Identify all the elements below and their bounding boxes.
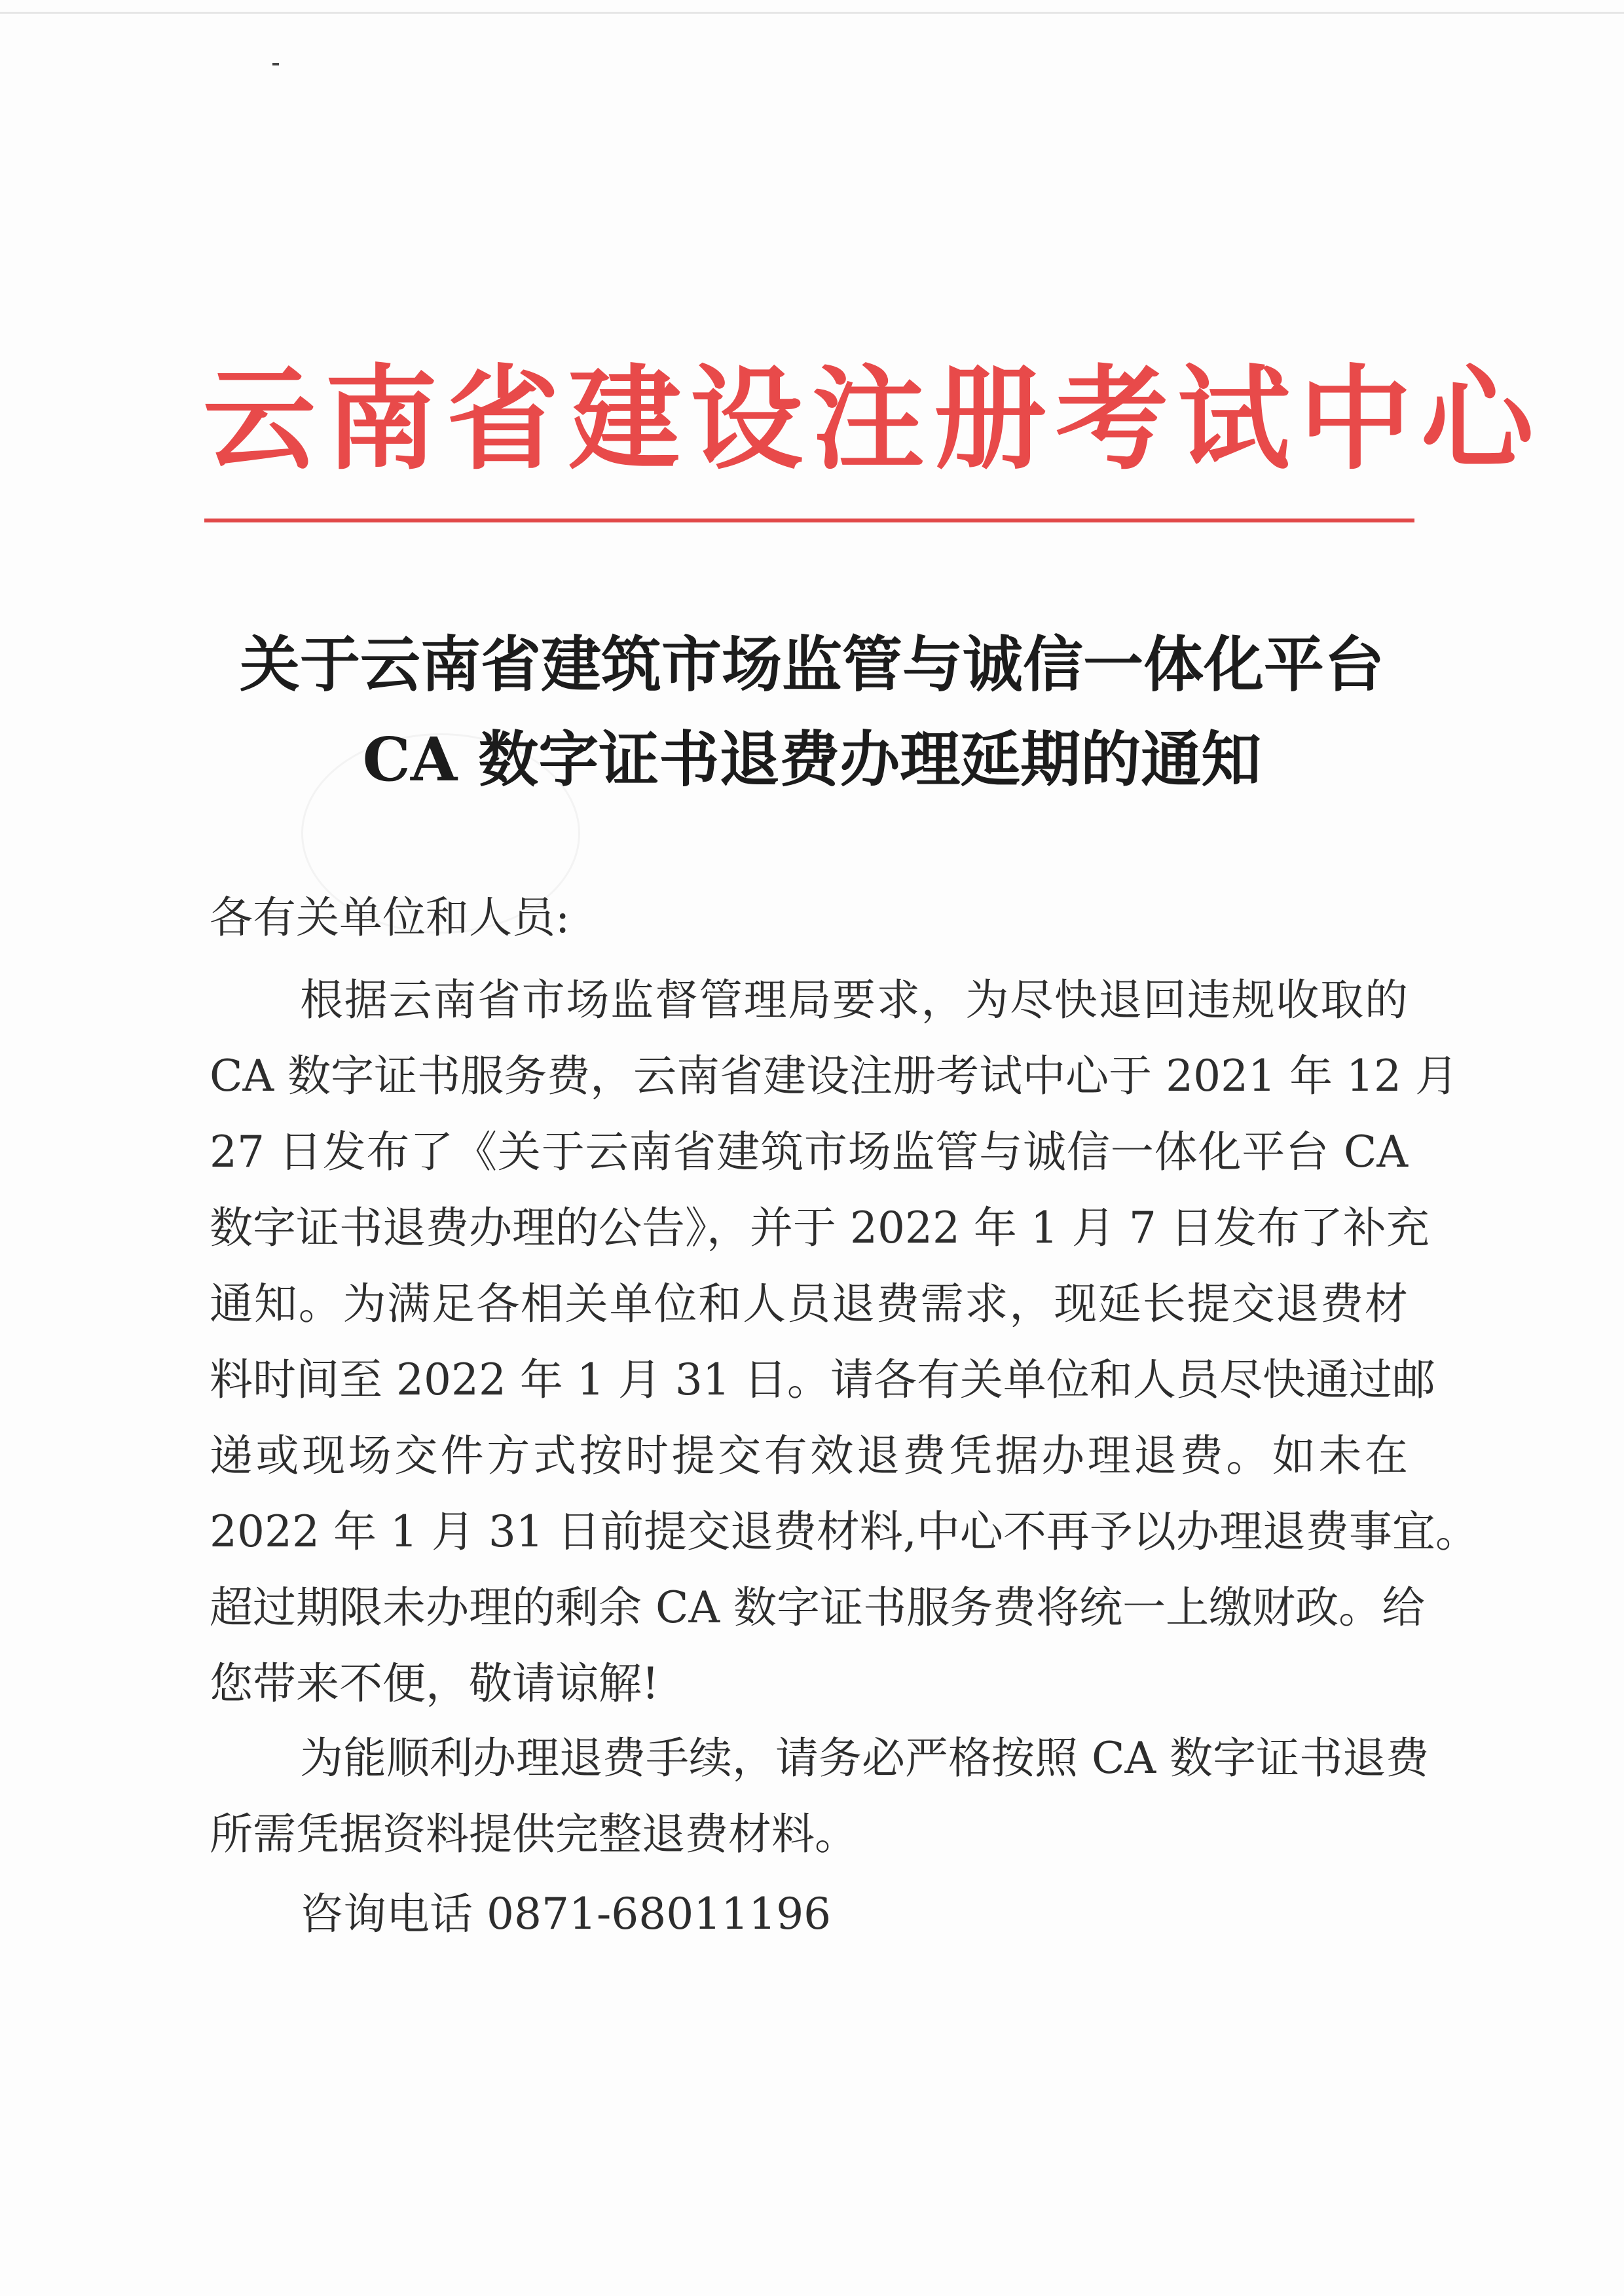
paragraph-1-line: 27 日发布了《关于云南省建筑市场监管与诚信一体化平台 CA	[210, 1127, 1408, 1177]
scan-edge-line	[0, 12, 1624, 14]
paragraph-1-line: 2022 年 1 月 31 日前提交退费材料,中心不再予以办理退费事宜。	[210, 1506, 1479, 1557]
paragraph-2	[210, 1721, 1430, 1872]
paragraph-1	[210, 962, 1479, 1722]
letterhead-red-rule	[204, 519, 1414, 522]
salutation: 各有关单位和人员:	[210, 892, 570, 943]
paragraph-1-line: 超过期限未办理的剩余 CA 数字证书服务费将统一上缴财政。给	[210, 1582, 1426, 1633]
paragraph-2-line: 为能顺利办理退费手续，请务必严格按照 CA 数字证书退费	[300, 1733, 1430, 1783]
paragraph-2-line: 所需凭据资料提供完整退费材料。	[210, 1809, 858, 1859]
paragraph-1-line: 递或现场交件方式按时提交有效退费凭据办理退费。如未在	[210, 1430, 1408, 1481]
paragraph-1-line: 您带来不便，敬请谅解!	[210, 1658, 659, 1709]
scan-speck	[272, 63, 279, 65]
document-title-line-2: CA 数字证书退费办理延期的通知	[362, 724, 1262, 795]
document-title-line-1: 关于云南省建筑市场监管与诚信一体化平台	[239, 629, 1384, 700]
letterhead-org-name: 云南省建设注册考试中心	[203, 352, 1543, 485]
contact-phone: 咨询电话 0871-68011196	[300, 1889, 832, 1939]
paragraph-1-line: 料时间至 2022 年 1 月 31 日。请各有关单位和人员尽快通过邮	[210, 1355, 1435, 1405]
paragraph-1-line: 数字证书退费办理的公告》，并于 2022 年 1 月 7 日发布了补充	[210, 1203, 1430, 1253]
paragraph-1-line: CA 数字证书服务费，云南省建设注册考试中心于 2021 年 12 月	[210, 1051, 1459, 1101]
paragraph-1-line: 通知。为满足各相关单位和人员退费需求，现延长提交退费材	[210, 1279, 1408, 1329]
paragraph-1-line: 根据云南省市场监督管理局要求，为尽快退回违规收取的	[300, 975, 1408, 1025]
